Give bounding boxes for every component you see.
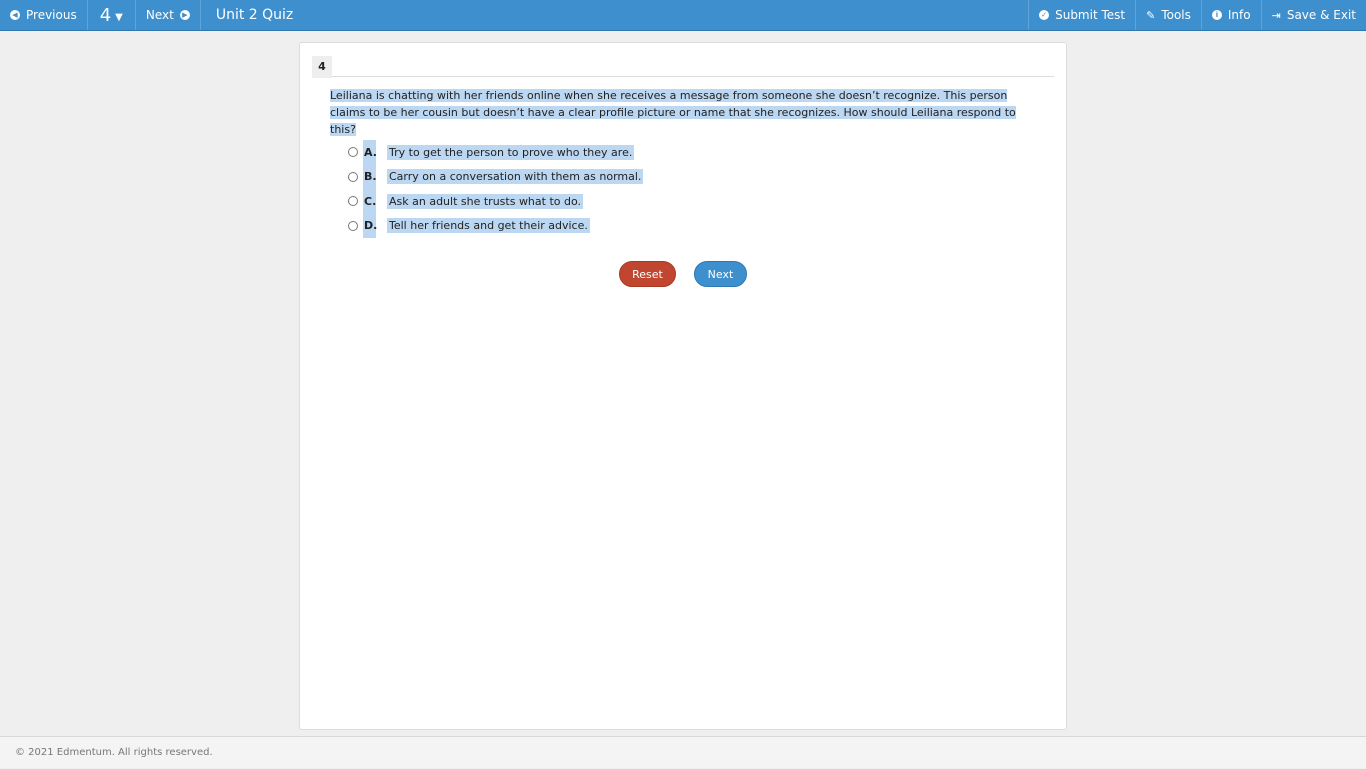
save-exit-button[interactable] bbox=[1261, 0, 1366, 30]
choice-d[interactable] bbox=[348, 214, 643, 239]
choice-c-radio[interactable] bbox=[348, 196, 358, 206]
choice-d-letter: D. bbox=[363, 214, 376, 239]
choice-d-text: Tell her friends and get their advice. bbox=[389, 219, 588, 233]
choice-a-radio[interactable] bbox=[348, 147, 358, 157]
info-label: Info bbox=[1227, 8, 1251, 22]
previous-label: Previous bbox=[26, 8, 77, 22]
next-nav-button[interactable] bbox=[136, 0, 201, 30]
answer-choices bbox=[348, 140, 643, 238]
tools-label: Tools bbox=[1161, 8, 1191, 22]
chevron-down-icon: ▼ bbox=[115, 11, 123, 23]
question-panel bbox=[299, 42, 1067, 730]
info-button[interactable] bbox=[1201, 0, 1261, 30]
choice-c[interactable] bbox=[348, 189, 643, 214]
footer-copyright: © 2021 Edmentum. All rights reserved. bbox=[0, 736, 1366, 768]
check-circle-icon: ✓ bbox=[1039, 10, 1049, 20]
previous-button[interactable] bbox=[0, 0, 88, 30]
quiz-title: Unit 2 Quiz bbox=[215, 7, 294, 23]
next-nav-label: Next bbox=[145, 8, 174, 22]
info-circle-icon: i bbox=[1212, 10, 1222, 20]
question-header bbox=[312, 55, 1054, 77]
arrow-right-circle-icon: ▶ bbox=[180, 10, 190, 20]
question-prompt bbox=[330, 87, 1020, 138]
choice-c-text: Ask an adult she trusts what to do. bbox=[389, 194, 582, 208]
question-prompt-text: Leiliana is chatting with her friends online when she receives a message from someone she doesn’t recognize. This person claims to be her cousin but doesn’t have a clear profile picture or name that she recognizes. How should Leiliana respond to this? bbox=[330, 89, 1016, 136]
choice-d-radio[interactable] bbox=[348, 221, 358, 231]
arrow-left-circle-icon: ◀ bbox=[10, 10, 20, 20]
choice-b-letter: B. bbox=[363, 165, 376, 190]
choice-b-text: Carry on a conversation with them as normal. bbox=[389, 170, 642, 184]
choice-c-letter: C. bbox=[363, 189, 376, 214]
question-number-dropdown[interactable] bbox=[88, 0, 136, 30]
choice-a[interactable] bbox=[348, 140, 643, 165]
tools-button[interactable] bbox=[1135, 0, 1201, 30]
question-number-value: 4 bbox=[99, 4, 112, 26]
submit-test-button[interactable] bbox=[1028, 0, 1135, 30]
top-toolbar bbox=[0, 0, 1366, 31]
next-button[interactable]: Next bbox=[694, 261, 747, 287]
wrench-icon: ✎ bbox=[1146, 8, 1156, 22]
reset-button[interactable]: Reset bbox=[619, 261, 676, 287]
sign-out-icon: ⇥ bbox=[1271, 8, 1281, 22]
submit-test-label: Submit Test bbox=[1055, 8, 1126, 22]
choice-a-letter: A. bbox=[363, 140, 376, 165]
choice-b[interactable] bbox=[348, 165, 643, 190]
choice-a-text: Try to get the person to prove who they are. bbox=[389, 145, 633, 159]
question-number-badge: 4 bbox=[312, 56, 332, 78]
choice-b-radio[interactable] bbox=[348, 172, 358, 182]
save-exit-label: Save & Exit bbox=[1286, 8, 1356, 22]
